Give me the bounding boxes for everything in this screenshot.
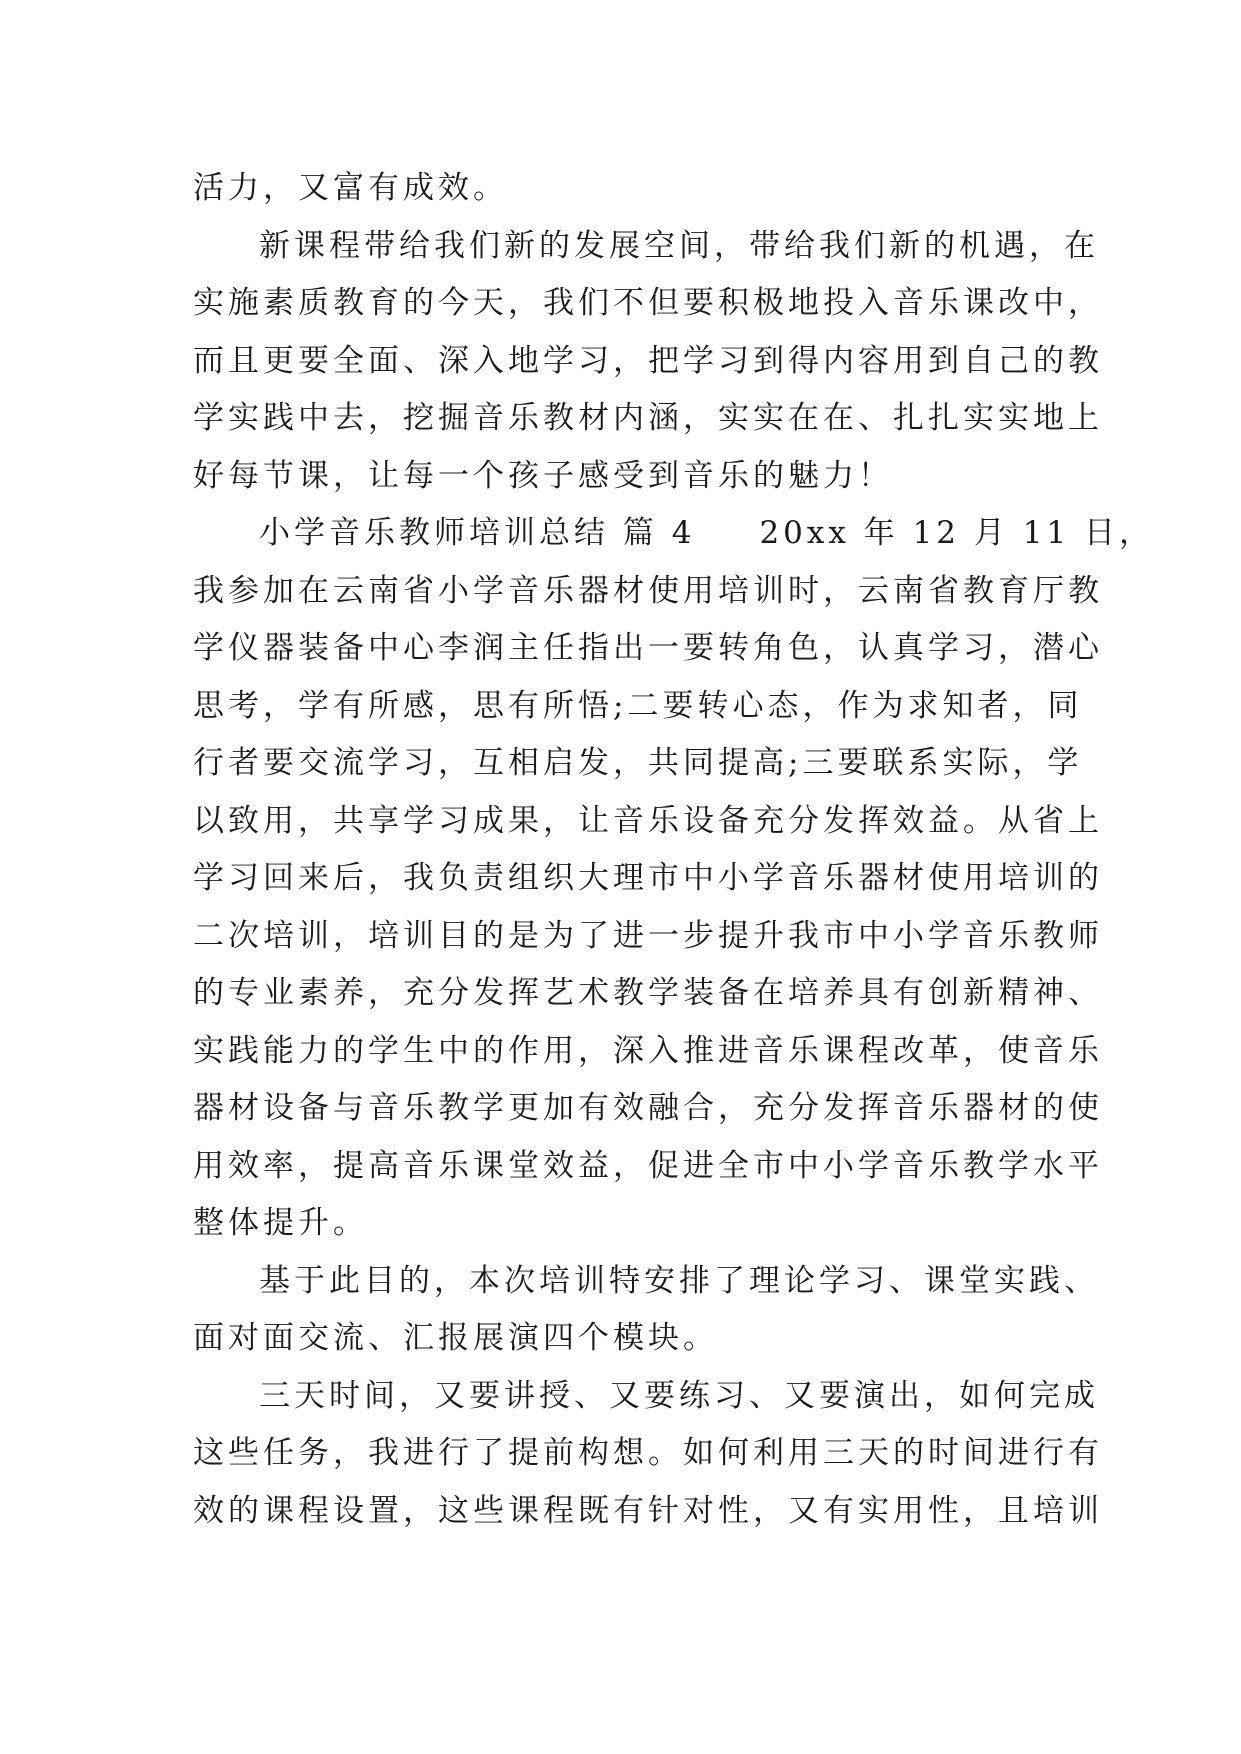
- text-line: 实践能力的学生中的作用，深入推进音乐课程改革，使音乐: [193, 1032, 1103, 1069]
- date-text: 20xx 年 12 月 11 日，: [759, 515, 1155, 551]
- document-body: [193, 160, 1155, 1540]
- text-line: 面对面交流、汇报展演四个模块。: [193, 1320, 718, 1356]
- section-heading: 小学音乐教师培训总结 篇 4: [259, 515, 696, 551]
- text-line: 活力，又富有成效。: [193, 170, 508, 206]
- text-line: 学实践中去，挖掘音乐教材内涵，实实在在、扎扎实实地上: [193, 400, 1103, 436]
- text-line: 整体提升。: [193, 1205, 368, 1241]
- paragraph-first-line: 三天时间，又要讲授、又要练习、又要演出，如何完成: [259, 1377, 1099, 1414]
- section-heading-line: [193, 505, 1155, 563]
- text-line: 器材设备与音乐教学更加有效融合，充分发挥音乐器材的使: [193, 1090, 1103, 1126]
- text-line: 实施素质教育的今天，我们不但要积极地投入音乐课改中，: [193, 285, 1103, 321]
- paragraph-first-line: 基于此目的，本次培训特安排了理论学习、课堂实践、: [259, 1262, 1099, 1299]
- text-line: 这些任务，我进行了提前构想。如何利用三天的时间进行有: [193, 1435, 1103, 1471]
- text-line: 行者要交流学习，互相启发，共同提高;三要联系实际，学: [193, 745, 1083, 781]
- text-line: 的专业素养，充分发挥艺术教学装备在培养具有创新精神、: [193, 975, 1103, 1011]
- paragraph-first-line: 新课程带给我们新的发展空间，带给我们新的机遇，在: [259, 227, 1099, 264]
- text-line: 二次培训，培训目的是为了进一步提升我市中小学音乐教师: [193, 917, 1103, 954]
- text-line: 好每节课，让每一个孩子感受到音乐的魅力！: [193, 457, 893, 494]
- text-line: 学习回来后，我负责组织大理市中小学音乐器材使用培训的: [193, 860, 1103, 896]
- text-line: 我参加在云南省小学音乐器材使用培训时，云南省教育厅教: [193, 572, 1103, 609]
- text-line: 而且更要全面、深入地学习，把学习到得内容用到自己的教: [193, 342, 1103, 379]
- text-line: 思考，学有所感，思有所悟;二要转心态，作为求知者，同: [193, 687, 1083, 724]
- text-line: 以致用，共享学习成果，让音乐设备充分发挥效益。从省上: [193, 802, 1103, 839]
- text-line: 效的课程设置，这些课程既有针对性，又有实用性，且培训: [193, 1492, 1103, 1529]
- text-line: 用效率，提高音乐课堂效益，促进全市中小学音乐教学水平: [193, 1147, 1103, 1184]
- text-line: 学仪器装备中心李润主任指出一要转角色，认真学习，潜心: [193, 630, 1103, 666]
